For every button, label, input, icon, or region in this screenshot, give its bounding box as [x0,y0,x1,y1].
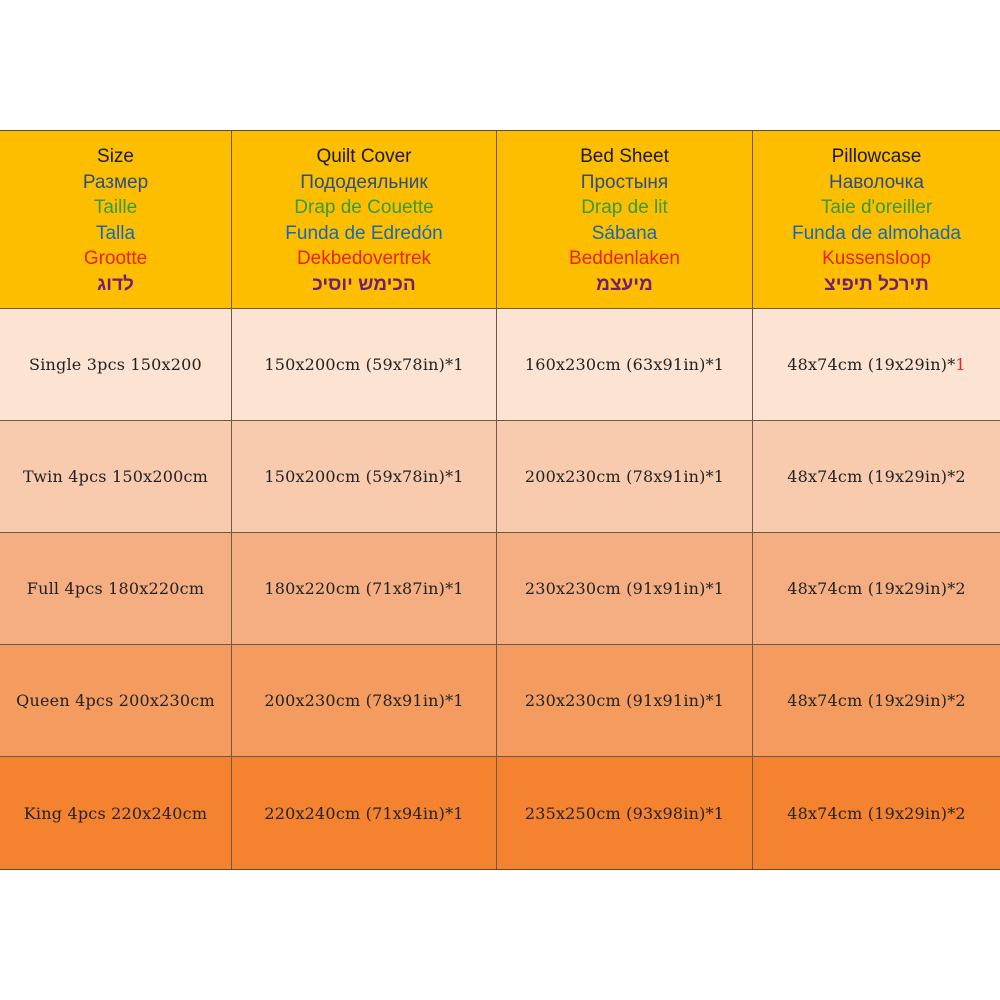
header-bed-sheet-en: Bed Sheet [580,146,669,167]
cell-pillowcase-king [753,757,1000,869]
cell-size-queen: Queen 4pcs 200x230cm [0,645,232,757]
header-bed-sheet-es: Sábana [591,222,658,244]
pillowcase-dimensions: 48x74cm (19x29in)* [787,467,956,486]
pillowcase-quantity: 2 [955,579,966,598]
pillowcase-dimensions: 48x74cm (19x29in)* [787,579,956,598]
pillowcase-quantity: 2 [955,691,966,710]
header-bed-sheet-ru: Простыня [580,171,669,193]
header-size-es: Talla [95,222,136,244]
pillowcase-quantity: 1 [955,355,966,374]
cell-size-full: Full 4pcs 180x220cm [0,533,232,645]
header-pillowcase-he: תירכל תיפיצ [824,273,929,295]
header-pillowcase-nl: Kussensloop [822,248,931,269]
cell-size-twin: Twin 4pcs 150x200cm [0,421,232,533]
header-bed-sheet-fr: Drap de lit [581,197,668,218]
cell-pillowcase-queen [753,645,1000,757]
header-size-en: Size [97,146,134,167]
cell-bed-sheet-full: 230x230cm (91x91in)*1 [497,533,753,645]
header-pillowcase-es: Funda de almohada [791,222,961,244]
cell-quilt-cover-twin: 150x200cm (59x78in)*1 [232,421,497,533]
header-bed-sheet-he: מיעצמ [596,273,653,295]
header-quilt-cover [232,131,497,309]
header-bed-sheet-nl: Beddenlaken [569,248,680,269]
header-size [0,131,232,309]
header-bed-sheet [497,131,753,309]
header-quilt-cover-en: Quilt Cover [316,146,412,167]
header-quilt-cover-es: Funda de Edredón [285,222,443,244]
header-quilt-cover-ru: Пододеяльник [300,171,428,193]
cell-bed-sheet-twin: 200x230cm (78x91in)*1 [497,421,753,533]
header-pillowcase-en: Pillowcase [831,146,922,167]
pillowcase-dimensions: 48x74cm (19x29in)* [787,691,956,710]
header-size-he: לדוג [97,273,134,295]
cell-quilt-cover-king: 220x240cm (71x94in)*1 [232,757,497,869]
cell-quilt-cover-single: 150x200cm (59x78in)*1 [232,309,497,421]
header-pillowcase-fr: Taie d'oreiller [820,197,933,218]
pillowcase-dimensions: 48x74cm (19x29in)* [787,355,956,374]
header-quilt-cover-he: הכימש יוסיכ [312,273,416,295]
cell-size-single: Single 3pcs 150x200 [0,309,232,421]
cell-quilt-cover-queen: 200x230cm (78x91in)*1 [232,645,497,757]
cell-pillowcase-twin [753,421,1000,533]
header-size-nl: Grootte [83,248,148,269]
header-pillowcase [753,131,1000,309]
header-size-ru: Размер [82,171,149,193]
cell-size-king: King 4pcs 220x240cm [0,757,232,869]
size-chart-table [0,130,1000,870]
cell-pillowcase-single [753,309,1000,421]
header-quilt-cover-nl: Dekbedovertrek [296,248,432,269]
cell-bed-sheet-single: 160x230cm (63x91in)*1 [497,309,753,421]
pillowcase-quantity: 2 [955,467,966,486]
header-size-fr: Taille [93,197,138,218]
cell-bed-sheet-king: 235x250cm (93x98in)*1 [497,757,753,869]
pillowcase-dimensions: 48x74cm (19x29in)* [787,803,956,823]
cell-pillowcase-full [753,533,1000,645]
cell-bed-sheet-queen: 230x230cm (91x91in)*1 [497,645,753,757]
pillowcase-quantity: 2 [955,803,966,823]
header-pillowcase-ru: Наволочка [829,171,924,193]
header-quilt-cover-fr: Drap de Couette [294,197,434,218]
cell-quilt-cover-full: 180x220cm (71x87in)*1 [232,533,497,645]
